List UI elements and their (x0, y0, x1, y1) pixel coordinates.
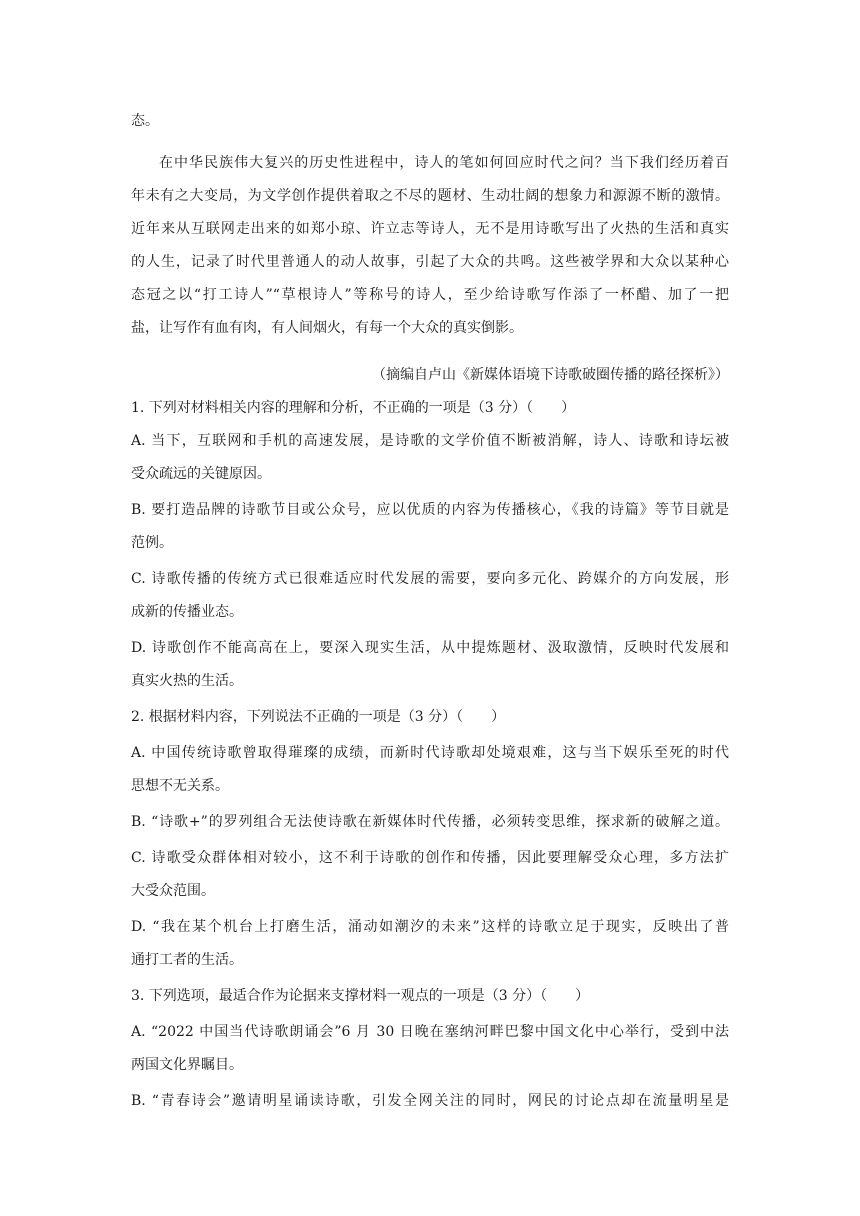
question-2-option-a: A. 中国传统诗歌曾取得璀璨的成绩，而新时代诗歌却处境艰难，这与当下娱乐至死的时代 (131, 745, 729, 761)
question-1-option-c-cont: 成新的传播业态。 (131, 604, 243, 620)
question-2-option-a-cont: 思想不无关系。 (131, 778, 229, 794)
paragraph-line: 年未有之大变局，为文学创作提供着取之不尽的题材、生动壮阔的想象力和源源不断的激情。 (131, 188, 729, 204)
question-2-option-c: C. 诗歌受众群体相对较小，这不利于诗歌的创作和传播，因此要理解受众心理，多方法扩 (131, 850, 729, 866)
question-1-option-d-cont: 真实火热的生活。 (131, 673, 243, 689)
question-1-stem: 1. 下列对材料相关内容的理解和分析，不正确的一项是（3 分）（ ） (131, 400, 576, 416)
question-1-option-d: D. 诗歌创作不能高高在上，要深入现实生活，从中提炼题材、汲取激情，反映时代发展和 (131, 640, 729, 656)
question-2-stem: 2. 根据材料内容，下列说法不正确的一项是（3 分）（ ） (131, 709, 506, 725)
paragraph-line: 近年来从互联网走出来的如郑小琼、许立志等诗人，无不是用诗歌写出了火热的生活和真实 (131, 221, 729, 237)
continuation-text: 态。 (131, 113, 159, 129)
question-1-option-b-cont: 范例。 (131, 535, 173, 551)
paragraph-line: 的人生，记录了时代里普通人的动人故事，引起了大众的共鸣。这些被学界和大众以某种心 (131, 254, 729, 270)
question-1-option-a-cont: 受众疏远的关键原因。 (131, 466, 271, 482)
question-2-option-b: B. “诗歌+”的罗列组合无法使诗歌在新媒体时代传播，必须转变思维，探求新的破解之道。 (131, 814, 729, 830)
question-2-option-c-cont: 大受众范围。 (131, 883, 215, 899)
question-3-stem: 3. 下列选项，最适合作为论据来支撑材料一观点的一项是（3 分）（ ） (131, 988, 590, 1004)
question-2-option-d-cont: 通打工者的生活。 (131, 952, 243, 968)
question-3-option-a-cont: 两国文化界瞩目。 (131, 1057, 243, 1073)
source-citation: （摘编自卢山《新媒体语境下诗歌破圈传播的路径探析》） (372, 367, 729, 383)
question-1-option-a: A. 当下，互联网和手机的高速发展，是诗歌的文学价值不断被消解，诗人、诗歌和诗坛被 (131, 433, 729, 449)
question-1-option-b: B. 要打造品牌的诗歌节目或公众号，应以优质的内容为传播核心，《我的诗篇》等节目就是 (131, 502, 729, 518)
paragraph-line: 在中华民族伟大复兴的历史性进程中，诗人的笔如何回应时代之问？当下我们经历着百 (159, 155, 729, 171)
question-1-option-c: C. 诗歌传播的传统方式已很难适应时代发展的需要，要向多元化、跨媒介的方向发展，形 (131, 571, 729, 587)
question-3-option-b: B. “青春诗会”邀请明星诵读诗歌，引发全网关注的同时，网民的讨论点却在流量明星是 (131, 1093, 729, 1109)
paragraph-line: 盐，让写作有血有肉，有人间烟火，有每一个大众的真实倒影。 (131, 320, 523, 336)
question-3-option-a: A. “2022 中国当代诗歌朗诵会”6 月 30 日晚在塞纳河畔巴黎中国文化中心举行，受到中法 (131, 1024, 729, 1040)
question-2-option-d: D. “我在某个机台上打磨生活，涌动如潮汐的未来”这样的诗歌立足于现实，反映出了普 (131, 919, 729, 935)
paragraph-line: 态冠之以“打工诗人”“草根诗人”等称号的诗人，至少给诗歌写作添了一杯醋、加了一把 (131, 287, 729, 303)
